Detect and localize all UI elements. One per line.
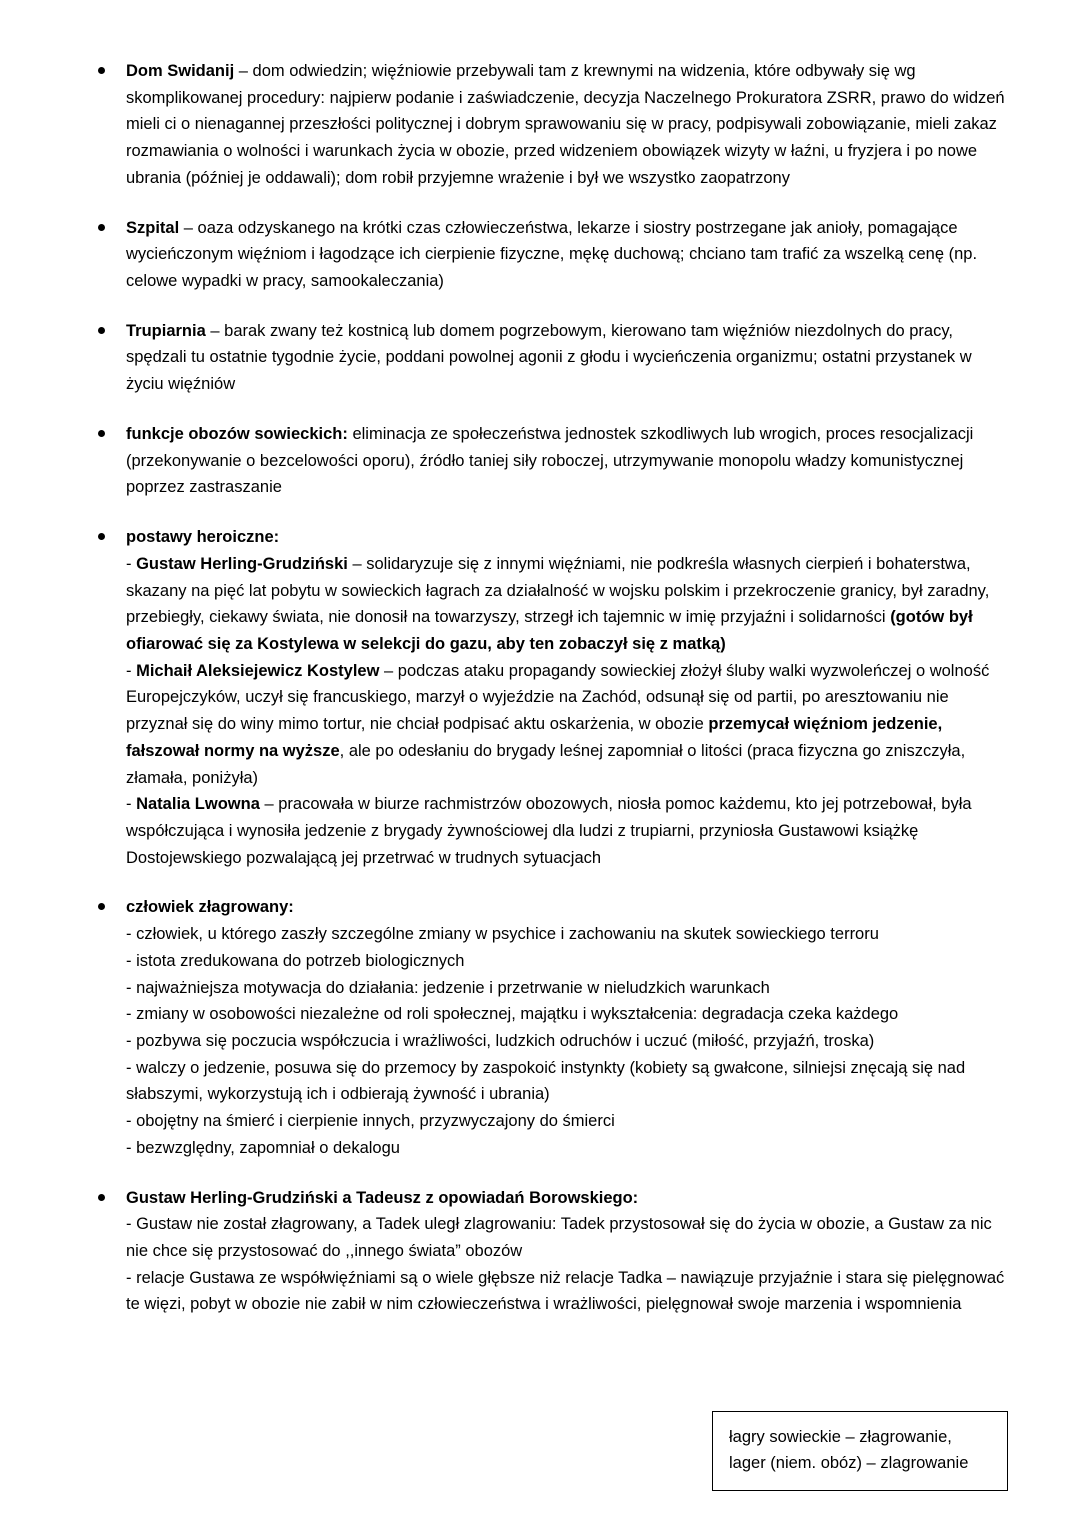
heroic-item-natalia — [126, 791, 1008, 871]
term-text: oaza odzyskanego na krótki czas człowieczeństwa, lekarze i siostry postrzegane jak anioły, pomagające wycieńczonym więźniom i łagodzące ich cierpienie fizyczne, mękę duchową; chciano tam trafić za wszelką cenę (np. celowe wypadki w pracy, samookaleczania) — [126, 218, 978, 291]
paragraph — [126, 215, 1008, 295]
person-name: Natalia Lwowna — [136, 795, 260, 814]
sub-line: - najważniejsza motywacja do działania: jedzenie i przetrwanie w nieludzkich warunkach — [126, 978, 770, 997]
sub-line: - bezwzględny, zapomniał o dekalogu — [126, 1138, 400, 1157]
glossary-line: lager (niem. obóz) – zlagrowanie — [729, 1453, 969, 1472]
paragraph — [126, 894, 1008, 1161]
name-dash: – — [347, 554, 367, 573]
term-dash: – — [205, 321, 225, 340]
person-description: pracowała w biurze rachmistrzów obozowych, niosła pomoc każdemu, kto jej potrzebował, była współczująca i wynosiła jedzenie z brygady żywnościowej dla ludzi z trupiarni, przyniosła Gustawowi książkę Dostojewskiego pozwalającą jej przetrwać w trudnych sytuacjach — [126, 795, 972, 867]
paragraph — [126, 1185, 1008, 1319]
paragraph — [126, 524, 1008, 871]
sub-line: - obojętny na śmierć i cierpienie innych, przyzwyczajony do śmierci — [126, 1112, 615, 1131]
person-description: solidaryzuje się z innymi więźniami, nie podkreśla własnych cierpień i bohaterstwa, skazany na pięć lat pobytu w sowieckich łagrach za działalność w wojsku polskim i przekroczenie granicy, był zaradny, przebiegły, ciekawy świata, nie donosił na towarzyszy, strzegł ich tajemnic w imię przyjaźni i solidarności — [126, 554, 990, 627]
term-label: funkcje obozów sowieckich: — [126, 424, 348, 443]
list-dash: - — [126, 554, 137, 573]
person-description-cont: , ale po odesłaniu do brygady leśnej zapomniał o litości (praca fizyczna go zniszczyła, złamała, poniżyła) — [126, 741, 966, 787]
paragraph — [126, 58, 1008, 192]
person-description-bold: przemycał więźniom jedzenie, fałszował normy na wyższe — [126, 715, 943, 760]
person-name: Gustaw Herling-Grudziński — [136, 554, 348, 573]
list-item-postawy-heroiczne — [90, 524, 1008, 871]
sub-line: - walczy o jedzenie, posuwa się do przemocy by zaspokoić instynkty (kobiety są gwałcone, silniejsi znęcają się nad słabszymi, wykorzystują ich i odbierają żywność i ubrania) — [126, 1058, 966, 1104]
list-dash: - — [126, 795, 137, 814]
sub-line: - relacje Gustawa ze współwięźniami są o wiele głębsze niż relacje Tadka – nawiązuje przyjaźnie i stara się pielęgnować te więzi, pobyt w obozie nie zabił w nim człowieczeństwa i wrażliwości, pielęgnował swoje marzenia i wspomnienia — [126, 1268, 1005, 1314]
list-item-trupiarnia — [90, 318, 1008, 398]
person-name: Michaił Aleksiejewicz Kostylew — [136, 661, 380, 680]
paragraph — [126, 421, 1008, 501]
name-dash: – — [379, 661, 398, 680]
term-text: dom odwiedzin; więźniowie przebywali tam z krewnymi na widzenia, które odbywały się wg skomplikowanej procedury: najpierw podanie i zaświadczenie, decyzja Naczelnego Prokuratora ZSRR, prawo do widzeń mieli ci o nienagannej przeszłości politycznej i dobrym sprawowaniu się w pracy, podpisywali zobowiązanie, mieli zakaz rozmawiania o wolności i warunkach życia w obozie, przed widzeniem obowiązek wizyty w łaźni, u fryzjera i po nowe ubrania (później je oddawali); dom robił przyjemne wrażenie i był we wszystko zaopatrzony — [126, 62, 1005, 187]
list-item-czlowiek-zlagrowany — [90, 894, 1008, 1161]
paragraph — [126, 318, 1008, 398]
term-text: barak zwany też kostnicą lub domem pogrzebowym, kierowano tam więźniów niezdolnych do pracy, spędzali tu ostatnie tygodnie życie, poddani powolnej agonii z głodu i wycieńczenia organizmu; ostatni przystanek w życiu więźniów — [126, 321, 972, 394]
person-description-bold: (gotów był ofiarować się za Kostylewa w selekcji do gazu, aby ten zobaczył się z matką) — [126, 608, 973, 653]
term-label: Dom Swidanij — [126, 62, 235, 80]
glossary-line: łagry sowieckie – złagrowanie, — [729, 1427, 952, 1446]
sub-line: - zmiany w osobowości niezależne od roli społecznej, majątku i wykształcenia: degradacja czeka każdego — [126, 1005, 899, 1024]
glossary-box — [712, 1411, 1008, 1491]
sub-line: - człowiek, u którego zaszły szczególne zmiany w psychice i zachowaniu na skutek sowieckiego terroru — [126, 925, 879, 944]
section-heading: Gustaw Herling-Grudziński a Tadeusz z opowiadań Borowskiego: — [126, 1188, 639, 1207]
list-item-grudzinski-vs-borowski — [90, 1185, 1008, 1319]
term-dash: – — [179, 218, 198, 237]
section-heading: człowiek złagrowany: — [126, 898, 294, 917]
sub-line: - Gustaw nie został złagrowany, a Tadek uległ zlagrowaniu: Tadek przystosował się do życia w obozie, a Gustaw za nic nie chce się przystosować do ,,innego świata” obozów — [126, 1215, 992, 1261]
list-item-szpital — [90, 215, 1008, 295]
heroic-item-kostylew — [126, 658, 1008, 792]
name-dash: – — [259, 795, 279, 814]
term-text: eliminacja ze społeczeństwa jednostek szkodliwych lub wrogich, proces resocjalizacji (przekonywanie o bezcelowości oporu), źródło taniej siły roboczej, utrzymywanie monopolu władzy komunistycznej poprzez zastraszanie — [126, 424, 974, 497]
term-label: Trupiarnia — [126, 321, 206, 340]
sub-line: - pozbywa się poczucia współczucia i wrażliwości, ludzkich odruchów i uczuć (miłość, przyjaźń, troska) — [126, 1032, 875, 1050]
notes-list — [90, 58, 1008, 1318]
sub-line: - istota zredukowana do potrzeb biologicznych — [126, 951, 465, 970]
term-label: Szpital — [126, 218, 180, 237]
list-dash: - — [126, 661, 137, 680]
section-heading: postawy heroiczne: — [126, 528, 280, 547]
list-item-funkcje-obozow — [90, 421, 1008, 501]
term-dash: – — [234, 62, 253, 80]
heroic-item-grudzinski — [126, 551, 1008, 658]
person-description: podczas ataku propagandy sowieckiej złożył śluby walki wyzwoleńczej o wolność Europejczyków, uczył się francuskiego, marzył o wyjeździe na Zachód, odsunął się od partii, po aresztowaniu nie przyznał się do winy mimo tortur, nie chciał podpisać aktu oskarżenia, w obozie — [126, 661, 990, 734]
list-item-dom-swidanij — [90, 58, 1008, 192]
